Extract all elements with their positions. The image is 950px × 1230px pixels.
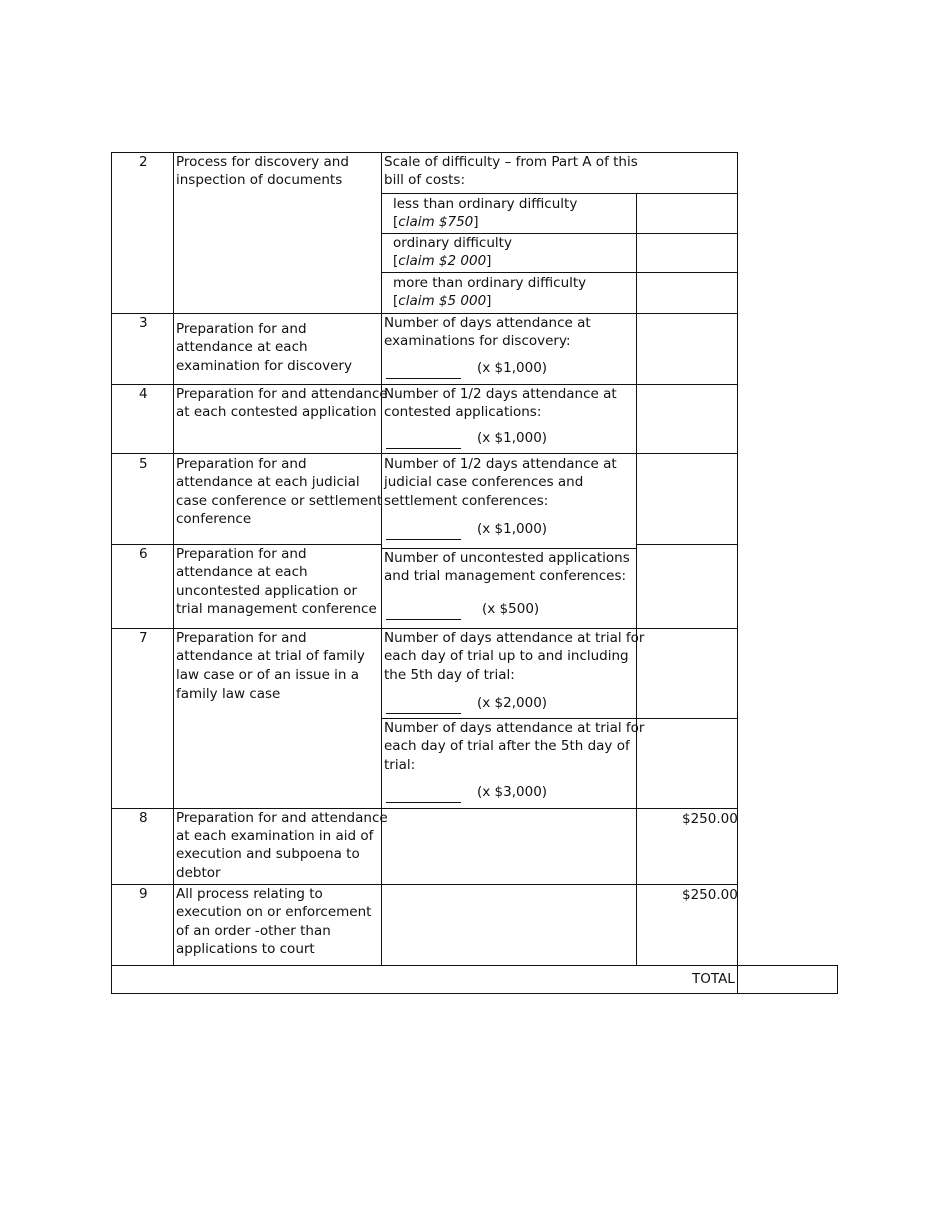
row-description-line: Process for discovery and — [176, 154, 349, 170]
quantity-blank[interactable] — [386, 619, 461, 620]
row-detail-line: Number of 1/2 days attendance at — [384, 456, 617, 472]
row-description-line: uncontested application or — [176, 583, 358, 599]
row-number: 8 — [139, 810, 148, 826]
total-box-right — [837, 965, 838, 994]
row-description-line: conference — [176, 511, 252, 527]
difficulty-amount-field[interactable] — [637, 194, 737, 233]
table-border-right — [737, 152, 738, 966]
row-number: 6 — [139, 546, 148, 562]
row-detail-line: Number of days attendance at — [384, 315, 591, 331]
row-detail-line: each day of trial up to and including — [384, 648, 629, 664]
row-detail-line: the 5th day of trial: — [384, 667, 515, 683]
row-description-line: execution and subpoena to — [176, 846, 360, 862]
rate-multiplier: (x $1,000) — [477, 360, 548, 376]
row-description-line: Preparation for and — [176, 321, 307, 337]
amount-field[interactable] — [637, 545, 737, 628]
row-number: 4 — [139, 386, 148, 402]
difficulty-option-label: less than ordinary difficulty — [393, 196, 578, 212]
row-detail-line: Number of days attendance at trial for — [384, 630, 645, 646]
rate-multiplier: (x $1,000) — [477, 521, 548, 537]
total-row-top — [111, 965, 838, 966]
row-number: 5 — [139, 456, 148, 472]
col-divider-2 — [381, 152, 382, 966]
row-description-line: attendance at each — [176, 339, 308, 355]
row-description-line: Preparation for and — [176, 546, 307, 562]
row-description-line: debtor — [176, 865, 221, 881]
row-description-line: examination for discovery — [176, 358, 352, 374]
quantity-blank[interactable] — [386, 713, 461, 714]
amount-field[interactable] — [637, 719, 737, 808]
amount-field[interactable] — [637, 385, 737, 453]
rate-multiplier: (x $3,000) — [477, 784, 548, 800]
row-number: 7 — [139, 630, 148, 646]
row-detail-line: judicial case conferences and — [384, 474, 584, 490]
row-description-line: applications to court — [176, 941, 315, 957]
fixed-amount: $250.00 — [682, 887, 738, 903]
rate-multiplier: (x $500) — [482, 601, 540, 617]
amount-field[interactable] — [637, 629, 737, 718]
rate-multiplier: (x $1,000) — [477, 430, 548, 446]
row-description-line: Preparation for and — [176, 630, 307, 646]
scale-heading-line: bill of costs: — [384, 172, 466, 188]
quantity-blank[interactable] — [386, 378, 461, 379]
row-description-line: at each contested application — [176, 404, 377, 420]
row-number: 3 — [139, 315, 148, 331]
row-detail-line: Number of days attendance at trial for — [384, 720, 645, 736]
quantity-blank[interactable] — [386, 448, 461, 449]
row-detail-line: Number of uncontested applications — [384, 550, 630, 566]
total-row-bottom — [111, 993, 838, 994]
quantity-blank[interactable] — [386, 802, 461, 803]
row-detail-line: examinations for discovery: — [384, 333, 571, 349]
scale-heading-line: Scale of difficulty – from Part A of this — [384, 154, 638, 170]
amount-field[interactable] — [637, 454, 737, 544]
row-detail-line: and trial management conferences: — [384, 568, 627, 584]
col-divider-1 — [173, 152, 174, 966]
row-description-line: inspection of documents — [176, 172, 343, 188]
row-number: 2 — [139, 154, 148, 170]
row-description-line: Preparation for and — [176, 456, 307, 472]
amount-field[interactable] — [637, 314, 737, 384]
rate-multiplier: (x $2,000) — [477, 695, 548, 711]
difficulty-option-label: ordinary difficulty — [393, 235, 512, 251]
row-detail-line: trial: — [384, 757, 416, 773]
row-number: 9 — [139, 886, 148, 902]
difficulty-amount-field[interactable] — [637, 234, 737, 272]
row-description-line: attendance at each — [176, 564, 308, 580]
row-description-line: Preparation for and attendance — [176, 810, 388, 826]
row-description-line: Preparation for and attendance — [176, 386, 388, 402]
row-detail-line: each day of trial after the 5th day of — [384, 738, 630, 754]
difficulty-option-label: more than ordinary difficulty — [393, 275, 587, 291]
row-description-line: trial management conference — [176, 601, 377, 617]
total-amount-field[interactable] — [738, 966, 837, 993]
row-description-line: attendance at trial of family — [176, 648, 365, 664]
row-detail-line: contested applications: — [384, 404, 542, 420]
row-description-line: execution on or enforcement — [176, 904, 372, 920]
difficulty-claim: [claim $750] — [393, 214, 479, 230]
row-description-line: case conference or settlement — [176, 493, 383, 509]
difficulty-amount-field[interactable] — [637, 273, 737, 313]
table-border-left — [111, 152, 112, 994]
fixed-amount: $250.00 — [682, 811, 738, 827]
row-description-line: of an order -other than — [176, 923, 331, 939]
row-detail-line: settlement conferences: — [384, 493, 549, 509]
row-description-line: family law case — [176, 686, 281, 702]
row-description-line: at each examination in aid of — [176, 828, 374, 844]
row-detail-line: Number of 1/2 days attendance at — [384, 386, 617, 402]
total-label: TOTAL — [692, 971, 735, 987]
quantity-blank[interactable] — [386, 539, 461, 540]
row-description-line: law case or of an issue in a — [176, 667, 360, 683]
difficulty-claim: [claim $2 000] — [393, 253, 492, 269]
row-description-line: attendance at each judicial — [176, 474, 360, 490]
difficulty-claim: [claim $5 000] — [393, 293, 492, 309]
row-description-line: All process relating to — [176, 886, 323, 902]
